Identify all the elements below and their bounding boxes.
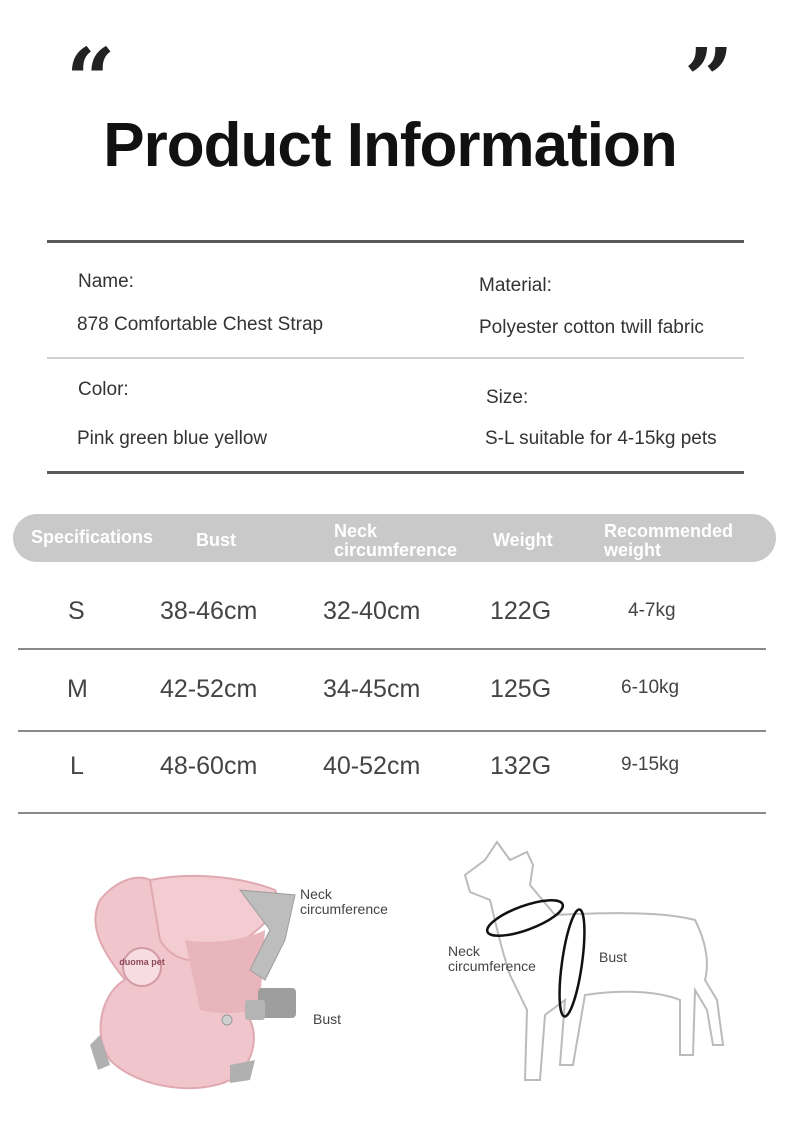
col-neck: Neck circumference xyxy=(334,521,458,560)
close-quote-icon: ” xyxy=(684,30,734,131)
harness-illustration xyxy=(80,870,320,1100)
divider-bottom xyxy=(47,471,744,474)
open-quote-icon: “ xyxy=(66,30,116,131)
table-row-divider xyxy=(18,812,766,814)
harness-logo-text: duoma pet xyxy=(119,957,165,967)
row-s-size: S xyxy=(68,597,85,625)
dog-neck-label: Neck circumference xyxy=(448,943,536,974)
color-label: Color: xyxy=(78,379,129,400)
row-m-recommended: 6-10kg xyxy=(621,677,680,698)
row-s-recommended: 4-7kg xyxy=(628,600,676,621)
page-title: Product Information xyxy=(103,111,677,180)
size-label: Size: xyxy=(486,387,529,408)
size-value: S-L suitable for 4-15kg pets xyxy=(485,428,717,449)
name-value: 878 Comfortable Chest Strap xyxy=(77,314,324,335)
dog-bust-label: Bust xyxy=(599,949,628,965)
row-m-bust: 42-52cm xyxy=(160,675,258,703)
row-s-weight: 122G xyxy=(490,597,552,625)
harness-neck-label: Neck circumference xyxy=(300,886,388,917)
row-l-weight: 132G xyxy=(490,752,552,780)
row-m-weight: 125G xyxy=(490,675,552,703)
col-specifications: Specifications xyxy=(31,527,154,547)
row-s-bust: 38-46cm xyxy=(160,597,258,625)
row-l-recommended: 9-15kg xyxy=(621,754,680,775)
col-recommended: Recommended weight xyxy=(604,521,734,560)
table-row-divider xyxy=(18,648,766,650)
name-label: Name: xyxy=(78,271,134,292)
spec-table-header xyxy=(13,514,776,562)
material-label: Material: xyxy=(479,275,552,296)
material-value: Polyester cotton twill fabric xyxy=(479,317,704,338)
row-l-size: L xyxy=(70,752,84,780)
col-weight: Weight xyxy=(493,530,553,550)
row-m-neck: 34-45cm xyxy=(323,675,421,703)
divider-top xyxy=(47,240,744,243)
row-m-size: M xyxy=(67,675,88,703)
color-value: Pink green blue yellow xyxy=(77,428,268,449)
harness-bust-label: Bust xyxy=(313,1011,342,1027)
row-s-neck: 32-40cm xyxy=(323,597,421,625)
divider-middle xyxy=(47,357,744,359)
row-l-bust: 48-60cm xyxy=(160,752,258,780)
table-row-divider xyxy=(18,730,766,732)
col-bust: Bust xyxy=(196,530,236,550)
row-l-neck: 40-52cm xyxy=(323,752,421,780)
